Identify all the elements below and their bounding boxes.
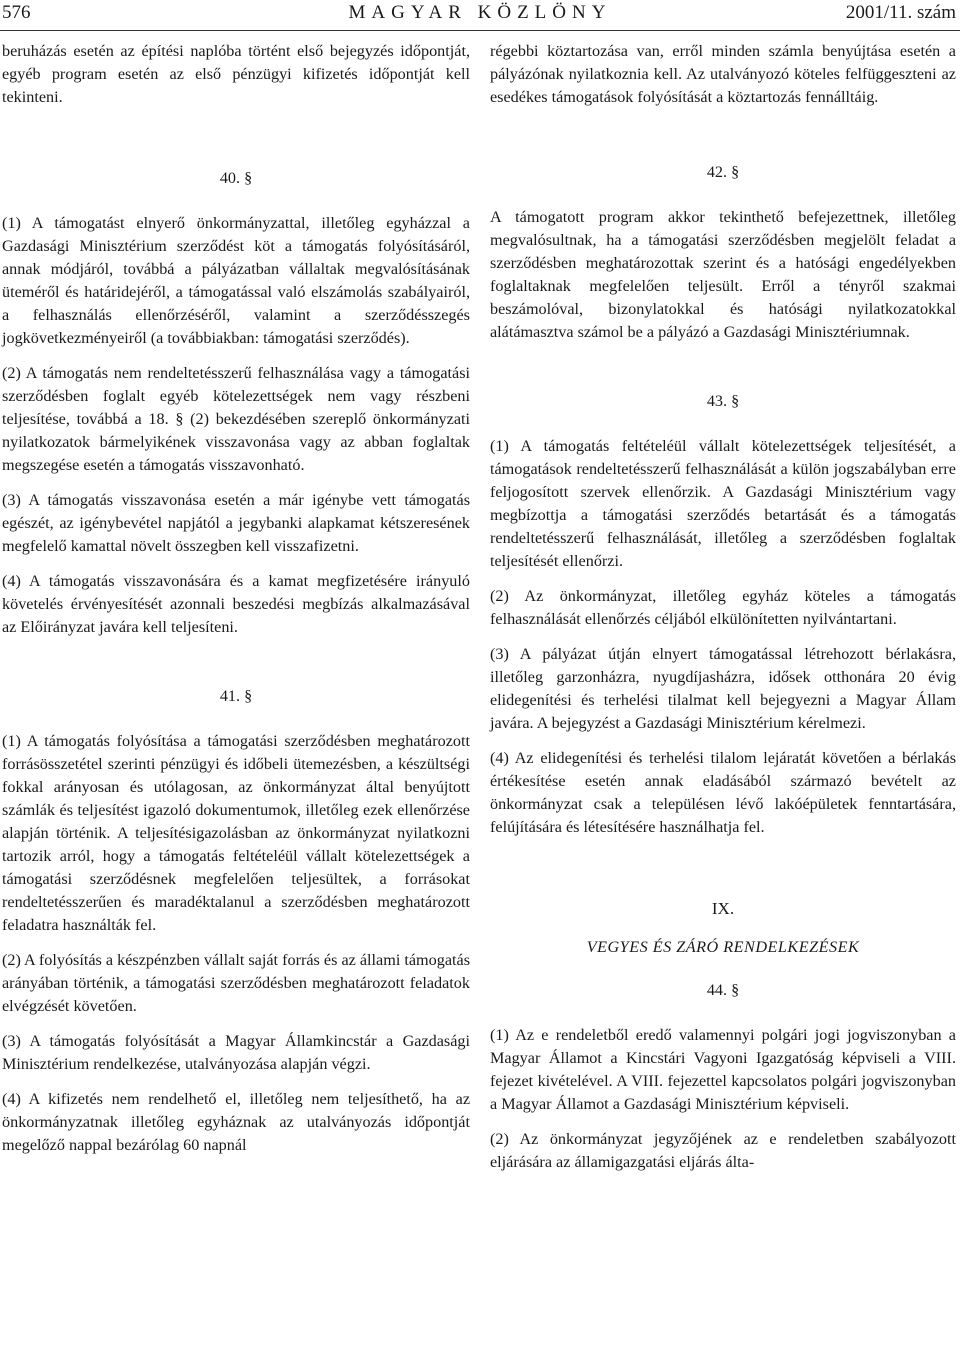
paragraph-40-3: (3) A támogatás visszavonása esetén a már igénybe vett támogatás egészét, az igénybevétel napjától a jegybanki alapkamat kétszeresének megfelelő kamattal növelt összegben kell visszafizetni. bbox=[2, 491, 470, 555]
page-number: 576 bbox=[2, 2, 31, 23]
section-heading-41: 41. § bbox=[219, 687, 253, 705]
section-heading-42: 42. § bbox=[706, 163, 740, 181]
part-number: IX. bbox=[711, 899, 735, 918]
part-title: VEGYES ÉS ZÁRÓ RENDELKEZÉSEK bbox=[586, 938, 860, 956]
left-column bbox=[2, 40, 470, 1169]
paragraph-40-2: (2) A támogatás nem rendeltetésszerű felhasználása vagy a támogatási szerződésben foglalt egyéb kötelezettségek nem vagy részbeni teljesítése, továbbá a 18. § (2) bekezdésében szereplő önkormányzati nyilatkozatok bármelyikének visszavonása vagy az abban foglaltak megszegése esetén a támogatás visszavonható. bbox=[2, 364, 470, 474]
paragraph-41-2: (2) A folyósítás a készpénzben vállalt saját forrás és az állami támogatás arányában történik, a támogatási szerződésben meghatározott feladatok elvégzését követően. bbox=[2, 951, 470, 1015]
paragraph-43-1: (1) A támogatás feltételéül vállalt kötelezettségek teljesítését, a támogatások rendeltetésszerű felhasználását a külön jogszabályban erre feljogosított szervek ellenőrzik. A Gazdasági Minisztérium vagy megbízottja a támogatási szerződés betartását és a támogatás rendeltetésszerű felhasználását, illetőleg a szerződésben foglaltak teljesítését ellenőrzi. bbox=[490, 437, 956, 570]
paragraph-41-4: (4) A kifizetés nem rendelhető el, illetőleg nem teljesíthető, ha az önkormányzatnak illetőleg egyháznak az utalványozás időpontját megelőző nappal bezárólag 60 napnál bbox=[2, 1090, 470, 1154]
section-heading-40: 40. § bbox=[219, 169, 253, 187]
paragraph-43-3: (3) A pályázat útján elnyert támogatással létrehozott bérlakásra, illetőleg garzonházra, nyugdíjasházra, idősek otthonára 20 évig elidegenítési és terhelési tilalmat kell bejegyezni a Magyar Állam javára. A bejegyzést a Gazdasági Minisztérium kérelmezi. bbox=[490, 645, 956, 732]
paragraph-43-2: (2) Az önkormányzat, illetőleg egyház köteles a támogatás felhasználását ellenőrzés céljából elkülönítetten nyilvántartani. bbox=[490, 587, 956, 628]
issue-number: 2001/11. szám bbox=[845, 2, 956, 23]
header-rule bbox=[0, 30, 960, 31]
paragraph-44-2: (2) Az önkormányzat jegyzőjének az e rendeletben szabályozott eljárására az államigazgatási eljárás álta- bbox=[490, 1130, 956, 1171]
paragraph-42-1: A támogatott program akkor tekinthető befejezettnek, illetőleg megvalósultnak, ha a támogatási szerződésben megjelölt feladat a szerződésben meghatározottak szerint és a hatósági engedélyekben foglaltaknak megfelelően teljesült. Erről a tényről szakmai beszámolóval, bizonylatokkal és hatósági nyilatkozatokkal alátámasztva számol be a pályázó a Gazdasági Minisztériumnak. bbox=[490, 208, 956, 341]
paragraph-41-1: (1) A támogatás folyósítása a támogatási szerződésben meghatározott forrásösszetétel szerinti pénzügyi és időbeli ütemezésben, a készültségi fokkal arányosan és utólagosan, az önkormányzat által benyújtott számlák és teljesítést igazoló dokumentumok, illetőleg ezek ellenőrzése alapján történik. A teljesítésigazolásban az önkormányzat nyilatkozni tartozik arról, hogy a támogatás feltételéül vállalt kötelezettségek a támogatási szerződésnek megfelelően teljesültek, a forrásokat rendeltetésszerűen és maradéktalanul a szerződésben meghatározott feladatra használták fel. bbox=[2, 732, 470, 934]
right-column bbox=[490, 40, 956, 1186]
paragraph-41-3: (3) A támogatás folyósítását a Magyar Államkincstár a Gazdasági Minisztérium rendelkezése, utalványozása alapján végzi. bbox=[2, 1032, 470, 1073]
paragraph-40-1: (1) A támogatást elnyerő önkormányzattal, illetőleg egyházzal a Gazdasági Minisztérium szerződést köt a támogatás folyósításáról, annak módjáról, továbbá a pályázatban vállaltak megvalósításának üteméről és határidejéről, a támogatással való elszámolás szabályairól, a felhasználás ellenőrzéséről, valamint a szerződésszegés jogkövetkezményeiről (a továbbiakban: támogatási szerződés). bbox=[2, 214, 470, 347]
continuation-paragraph: beruházás esetén az építési naplóba történt első bejegyzés időpontját, egyéb program esetén az első pénzügyi kifizetés időpontját kell tekinteni. bbox=[2, 42, 470, 106]
paragraph-44-1: (1) Az e rendeletből eredő valamennyi polgári jogi jogviszonyban a Magyar Államot a Kincstári Vagyoni Igazgatóság képviseli a VIII. fejezet kivételével. A VIII. fejezettel kapcsolatos polgári jogviszonyban a Magyar Államot a Gazdasági Minisztérium képviseli. bbox=[490, 1026, 956, 1113]
section-heading-43: 43. § bbox=[706, 392, 740, 410]
paragraph-43-4: (4) Az elidegenítési és terhelési tilalom lejáratát követően a bérlakás értékesítése esetén annak eladásából származó bevételt az önkormányzat csak a településen lévő lakóépületek fenntartására, felújítására és létesítésére használhatja fel. bbox=[490, 749, 956, 836]
paragraph-40-4: (4) A támogatás visszavonására és a kamat megfizetésére irányuló követelés érvényesítését azonnali beszedési megbízás alkalmazásával az Előirányzat javára kell teljesíteni. bbox=[2, 572, 470, 636]
journal-title: MAGYAR KÖZLÖNY bbox=[348, 2, 612, 23]
continuation-paragraph: régebbi köztartozása van, erről minden számla benyújtása esetén a pályázónak nyilatkoznia kell. Az utalványozó köteles felfüggeszteni az esedékes támogatások folyósítását a köztartozás fennálltáig. bbox=[490, 42, 956, 106]
section-heading-44: 44. § bbox=[706, 981, 740, 999]
page-header bbox=[0, 2, 960, 28]
